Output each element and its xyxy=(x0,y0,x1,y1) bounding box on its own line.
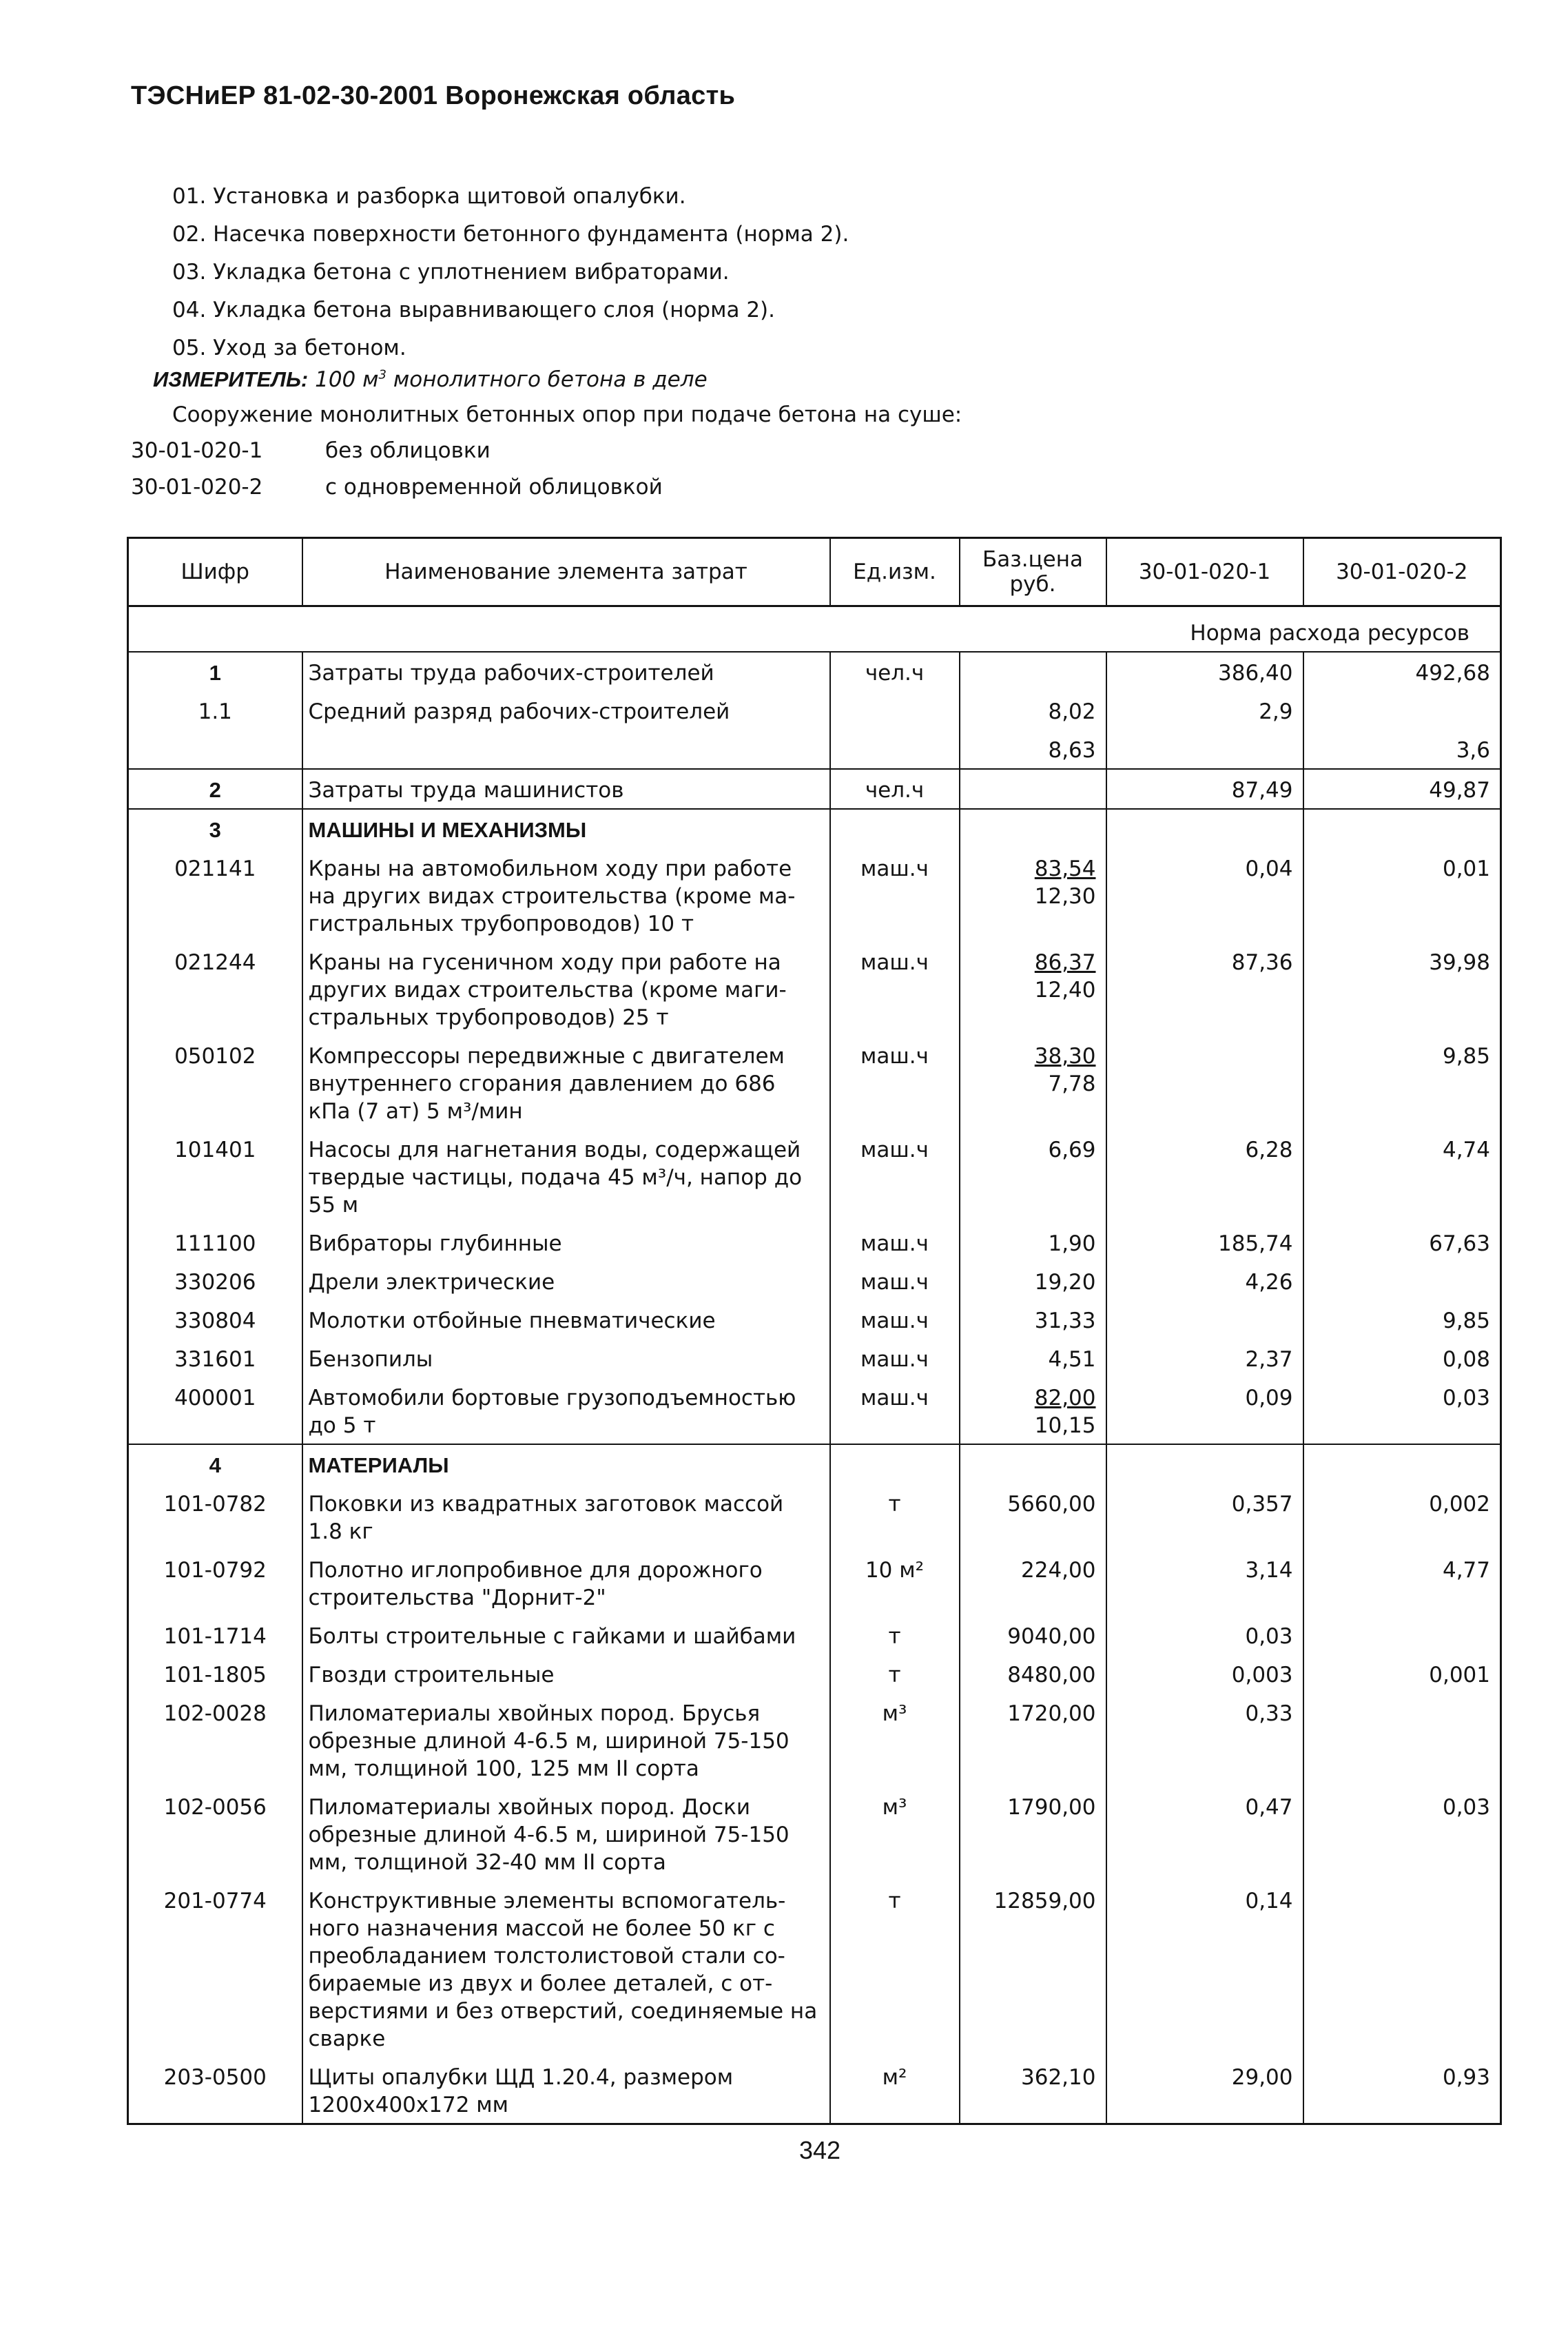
cell-norm-2: 0,03 xyxy=(1303,1377,1501,1444)
cell-norm-2: 39,98 xyxy=(1303,942,1501,1036)
cell-price xyxy=(960,730,1106,769)
cell-norm-2: 3,6 xyxy=(1303,730,1501,769)
cell-norm-1 xyxy=(1106,1036,1303,1129)
header-norm-1: 30-01-020-1 xyxy=(1106,538,1303,606)
cell-name: Затраты труда рабочих-строителей xyxy=(302,652,830,691)
cell-norm-1: 2,37 xyxy=(1106,1339,1303,1377)
measure-sup: 3 xyxy=(378,367,386,382)
table-row xyxy=(128,730,1501,769)
cell-norm-2: 4,77 xyxy=(1303,1550,1501,1616)
header-unit: Ед.изм. xyxy=(830,538,960,606)
cell-norm-1: 0,003 xyxy=(1106,1654,1303,1693)
table-row xyxy=(128,1693,1501,1787)
cell-code: 101401 xyxy=(128,1129,302,1223)
structure-description: Сооружение монолитных бетонных опор при подаче бетона на суше: xyxy=(172,402,962,427)
cell-price xyxy=(960,652,1106,691)
table-row xyxy=(128,1262,1501,1300)
cell-name: Вибраторы глубинные xyxy=(302,1223,830,1262)
price-value: 9040,00 xyxy=(1007,1624,1096,1649)
price-value: 1790,00 xyxy=(1007,1795,1096,1820)
table-row xyxy=(128,691,1501,730)
cell-code: 021141 xyxy=(128,848,302,942)
cell-price xyxy=(960,1223,1106,1262)
cell-unit: чел.ч xyxy=(830,769,960,809)
cell-code: 400001 xyxy=(128,1377,302,1444)
work-step: 03. Укладка бетона с уплотнением вибраторами. xyxy=(172,260,730,285)
cell-unit: т xyxy=(830,1484,960,1550)
cell-price xyxy=(960,691,1106,730)
cell-norm-2: 0,03 xyxy=(1303,1787,1501,1880)
cell-norm-2: 49,87 xyxy=(1303,769,1501,809)
cell-price xyxy=(960,1654,1106,1693)
table-row xyxy=(128,809,1501,848)
cell-norm-2: 0,93 xyxy=(1303,2057,1501,2124)
subheader-norm: Норма расхода ресурсов xyxy=(302,606,1501,653)
price-value: 4,51 xyxy=(1048,1347,1096,1372)
cell-norm-2 xyxy=(1303,1262,1501,1300)
cell-name: МАШИНЫ И МЕХАНИЗМЫ xyxy=(302,809,830,848)
cell-code: 101-0782 xyxy=(128,1484,302,1550)
cell-price xyxy=(960,1444,1106,1484)
cell-code: 111100 xyxy=(128,1223,302,1262)
price-value: 1720,00 xyxy=(1007,1701,1096,1726)
cell-unit: маш.ч xyxy=(830,1339,960,1377)
cell-name: МАТЕРИАЛЫ xyxy=(302,1444,830,1484)
cell-price xyxy=(960,1129,1106,1223)
price-value: 12859,00 xyxy=(993,1889,1096,1913)
header-name: Наименование элемента затрат xyxy=(302,538,830,606)
cell-norm-1 xyxy=(1106,1300,1303,1339)
cell-norm-2: 0,08 xyxy=(1303,1339,1501,1377)
cell-price xyxy=(960,848,1106,942)
measure-text-after: монолитного бетона в деле xyxy=(386,367,708,392)
cell-unit xyxy=(830,730,960,769)
table-row xyxy=(128,848,1501,942)
cell-unit: маш.ч xyxy=(830,1223,960,1262)
cell-code: 330804 xyxy=(128,1300,302,1339)
cell-norm-1: 29,00 xyxy=(1106,2057,1303,2124)
cell-code: 2 xyxy=(128,769,302,809)
cell-norm-1: 87,49 xyxy=(1106,769,1303,809)
cell-code: 1 xyxy=(128,652,302,691)
cell-code: 330206 xyxy=(128,1262,302,1300)
price-value: 5660,00 xyxy=(1007,1492,1096,1517)
cell-unit: м³ xyxy=(830,1787,960,1880)
price-value: 82,00 xyxy=(1034,1386,1096,1410)
cell-norm-1: 386,40 xyxy=(1106,652,1303,691)
cell-norm-2 xyxy=(1303,1880,1501,2057)
header-norm-2: 30-01-020-2 xyxy=(1303,538,1501,606)
cell-price xyxy=(960,1377,1106,1444)
table-row xyxy=(128,1654,1501,1693)
document-title: ТЭСНиЕР 81-02-30-2001 Воронежская область xyxy=(131,81,736,110)
cell-norm-1: 4,26 xyxy=(1106,1262,1303,1300)
table-row xyxy=(128,1036,1501,1129)
cell-code: 102-0028 xyxy=(128,1693,302,1787)
header-code: Шифр xyxy=(128,538,302,606)
cell-unit xyxy=(830,691,960,730)
cell-norm-2: 0,001 xyxy=(1303,1654,1501,1693)
cell-name: Краны на гусеничном ходу при работе на других видах строительства (кроме маги-стральных трубопроводов) 25 т xyxy=(302,942,830,1036)
cell-code: 331601 xyxy=(128,1339,302,1377)
cell-unit: м² xyxy=(830,2057,960,2124)
cell-norm-1: 87,36 xyxy=(1106,942,1303,1036)
cell-unit: 10 м² xyxy=(830,1550,960,1616)
cell-norm-2: 9,85 xyxy=(1303,1036,1501,1129)
cell-price xyxy=(960,809,1106,848)
cell-code xyxy=(128,730,302,769)
price-value: 224,00 xyxy=(1021,1558,1096,1583)
cell-code: 101-1805 xyxy=(128,1654,302,1693)
work-step: 01. Установка и разборка щитовой опалубки. xyxy=(172,184,686,209)
price-value: 362,10 xyxy=(1021,2065,1096,2090)
price-value: 8,02 xyxy=(1048,699,1096,724)
cell-name: Поковки из квадратных заготовок массой 1.8 кг xyxy=(302,1484,830,1550)
cell-unit xyxy=(830,1444,960,1484)
cell-name: Пиломатериалы хвойных пород. Доски обрезные длиной 4-6.5 м, шириной 75-150 мм, толщиной 32-40 мм II сорта xyxy=(302,1787,830,1880)
price-value: 38,30 xyxy=(1034,1044,1096,1069)
table-row xyxy=(128,2057,1501,2124)
cell-name: Краны на автомобильном ходу при работе на других видах строительства (кроме ма-гистральных трубопроводов) 10 т xyxy=(302,848,830,942)
table-row xyxy=(128,1616,1501,1654)
header-price: Баз.цена руб. xyxy=(960,538,1106,606)
cell-norm-1 xyxy=(1106,1444,1303,1484)
cell-unit: маш.ч xyxy=(830,1377,960,1444)
cell-name: Гвозди строительные xyxy=(302,1654,830,1693)
norm-code: 30-01-020-2 xyxy=(131,475,263,500)
cell-code: 3 xyxy=(128,809,302,848)
cell-norm-1 xyxy=(1106,809,1303,848)
cell-norm-1: 3,14 xyxy=(1106,1550,1303,1616)
cell-norm-1: 0,09 xyxy=(1106,1377,1303,1444)
price-salary-value: 7,78 xyxy=(1048,1071,1096,1096)
cell-name: Компрессоры передвижные с двигателем внутреннего сгорания давлением до 686 кПа (7 ат) 5 м³/мин xyxy=(302,1036,830,1129)
cell-unit: маш.ч xyxy=(830,1036,960,1129)
cell-norm-1: 0,33 xyxy=(1106,1693,1303,1787)
cell-price xyxy=(960,1300,1106,1339)
work-step: 04. Укладка бетона выравнивающего слоя (норма 2). xyxy=(172,298,776,322)
measure-label: ИЗМЕРИТЕЛЬ: xyxy=(153,367,309,391)
table-row xyxy=(128,1484,1501,1550)
cell-code: 4 xyxy=(128,1444,302,1484)
cell-code: 101-0792 xyxy=(128,1550,302,1616)
cell-norm-1: 2,9 xyxy=(1106,691,1303,730)
price-value: 8480,00 xyxy=(1007,1663,1096,1687)
cell-price xyxy=(960,1693,1106,1787)
norm-text: без облицовки xyxy=(325,438,491,463)
work-step: 05. Уход за бетоном. xyxy=(172,336,406,360)
cell-price xyxy=(960,1616,1106,1654)
price-salary-value: 12,30 xyxy=(1034,884,1096,909)
table-row xyxy=(128,1377,1501,1444)
table-row xyxy=(128,1339,1501,1377)
table-row xyxy=(128,1223,1501,1262)
price-value: 19,20 xyxy=(1034,1270,1096,1295)
table-row xyxy=(128,942,1501,1036)
cell-unit: т xyxy=(830,1880,960,2057)
cell-unit: маш.ч xyxy=(830,1129,960,1223)
cell-price xyxy=(960,769,1106,809)
work-step: 02. Насечка поверхности бетонного фундамента (норма 2). xyxy=(172,222,849,247)
cell-price xyxy=(960,1880,1106,2057)
cell-price xyxy=(960,1339,1106,1377)
table-row xyxy=(128,1129,1501,1223)
cell-code: 050102 xyxy=(128,1036,302,1129)
cell-norm-1: 0,03 xyxy=(1106,1616,1303,1654)
cell-unit: м³ xyxy=(830,1693,960,1787)
price-value: 83,54 xyxy=(1034,856,1096,881)
cell-name: Полотно иглопробивное для дорожного строительства "Дорнит-2" xyxy=(302,1550,830,1616)
cell-name: Конструктивные элементы вспомогатель-ного назначения массой не более 50 кг с преобладанием толстолистовой стали со-бираемые из двух и более деталей, с от-верстиями и без отверстий, соединяемые на сварке xyxy=(302,1880,830,2057)
price-value: 6,69 xyxy=(1048,1138,1096,1162)
cell-name: Средний разряд рабочих-строителей xyxy=(302,691,830,730)
cell-name: Затраты труда машинистов xyxy=(302,769,830,809)
cell-price xyxy=(960,1550,1106,1616)
cell-norm-1: 185,74 xyxy=(1106,1223,1303,1262)
cell-price xyxy=(960,942,1106,1036)
price-value: 8,63 xyxy=(1048,738,1096,763)
cell-price xyxy=(960,1262,1106,1300)
cell-unit: маш.ч xyxy=(830,848,960,942)
page-number: 342 xyxy=(799,2136,841,2164)
measure-text-before: 100 м xyxy=(315,367,379,392)
cell-unit: чел.ч xyxy=(830,652,960,691)
cell-name: Дрели электрические xyxy=(302,1262,830,1300)
cell-name xyxy=(302,730,830,769)
table-row xyxy=(128,1444,1501,1484)
table-row xyxy=(128,769,1501,809)
cell-unit: т xyxy=(830,1616,960,1654)
cell-unit: маш.ч xyxy=(830,942,960,1036)
table-row xyxy=(128,1300,1501,1339)
norm-code-line xyxy=(131,475,663,500)
cell-norm-1: 0,14 xyxy=(1106,1880,1303,2057)
cell-code: 102-0056 xyxy=(128,1787,302,1880)
cell-name: Молотки отбойные пневматические xyxy=(302,1300,830,1339)
cell-price xyxy=(960,1036,1106,1129)
table-row xyxy=(128,1787,1501,1880)
cell-price xyxy=(960,1484,1106,1550)
cell-norm-2: 0,002 xyxy=(1303,1484,1501,1550)
cell-norm-2: 492,68 xyxy=(1303,652,1501,691)
table-subheader-row xyxy=(128,606,1501,653)
measure-line xyxy=(153,367,708,392)
price-salary-value: 12,40 xyxy=(1034,978,1096,1003)
cell-name: Насосы для нагнетания воды, содержащей твердые частицы, подача 45 м³/ч, напор до 55 м xyxy=(302,1129,830,1223)
price-value: 31,33 xyxy=(1034,1308,1096,1333)
cell-code: 203-0500 xyxy=(128,2057,302,2124)
cell-norm-2 xyxy=(1303,1616,1501,1654)
cell-code: 101-1714 xyxy=(128,1616,302,1654)
norm-text: с одновременной облицовкой xyxy=(325,475,663,500)
cell-price xyxy=(960,1787,1106,1880)
cell-name: Бензопилы xyxy=(302,1339,830,1377)
cell-norm-2: 67,63 xyxy=(1303,1223,1501,1262)
cell-unit: маш.ч xyxy=(830,1300,960,1339)
cell-price xyxy=(960,2057,1106,2124)
resource-table xyxy=(127,537,1502,2125)
price-salary-value: 10,15 xyxy=(1034,1413,1096,1438)
cell-norm-2 xyxy=(1303,1444,1501,1484)
cell-name: Пиломатериалы хвойных пород. Брусья обрезные длиной 4-6.5 м, шириной 75-150 мм, толщиной 100, 125 мм II сорта xyxy=(302,1693,830,1787)
cell-code: 201-0774 xyxy=(128,1880,302,2057)
cell-norm-1: 0,47 xyxy=(1106,1787,1303,1880)
norm-code: 30-01-020-1 xyxy=(131,438,263,463)
cell-norm-2: 9,85 xyxy=(1303,1300,1501,1339)
price-value: 86,37 xyxy=(1034,950,1096,975)
cell-name: Болты строительные с гайками и шайбами xyxy=(302,1616,830,1654)
cell-norm-2 xyxy=(1303,691,1501,730)
cell-norm-1 xyxy=(1106,730,1303,769)
price-value: 1,90 xyxy=(1048,1231,1096,1256)
cell-unit: маш.ч xyxy=(830,1262,960,1300)
cell-norm-2: 4,74 xyxy=(1303,1129,1501,1223)
cell-code: 1.1 xyxy=(128,691,302,730)
table-row xyxy=(128,652,1501,691)
cell-code: 021244 xyxy=(128,942,302,1036)
cell-name: Автомобили бортовые грузоподъемностью до 5 т xyxy=(302,1377,830,1444)
cell-norm-1: 6,28 xyxy=(1106,1129,1303,1223)
cell-norm-2 xyxy=(1303,809,1501,848)
work-steps-list xyxy=(172,178,849,367)
cell-unit xyxy=(830,809,960,848)
cell-norm-2 xyxy=(1303,1693,1501,1787)
table-row xyxy=(128,1880,1501,2057)
norm-code-line xyxy=(131,438,491,463)
cell-norm-1: 0,357 xyxy=(1106,1484,1303,1550)
cell-norm-1: 0,04 xyxy=(1106,848,1303,942)
table-header-row xyxy=(128,538,1501,606)
cell-name: Щиты опалубки ЩД 1.20.4, размером 1200х400х172 мм xyxy=(302,2057,830,2124)
table-row xyxy=(128,1550,1501,1616)
cell-unit: т xyxy=(830,1654,960,1693)
cell-norm-2: 0,01 xyxy=(1303,848,1501,942)
